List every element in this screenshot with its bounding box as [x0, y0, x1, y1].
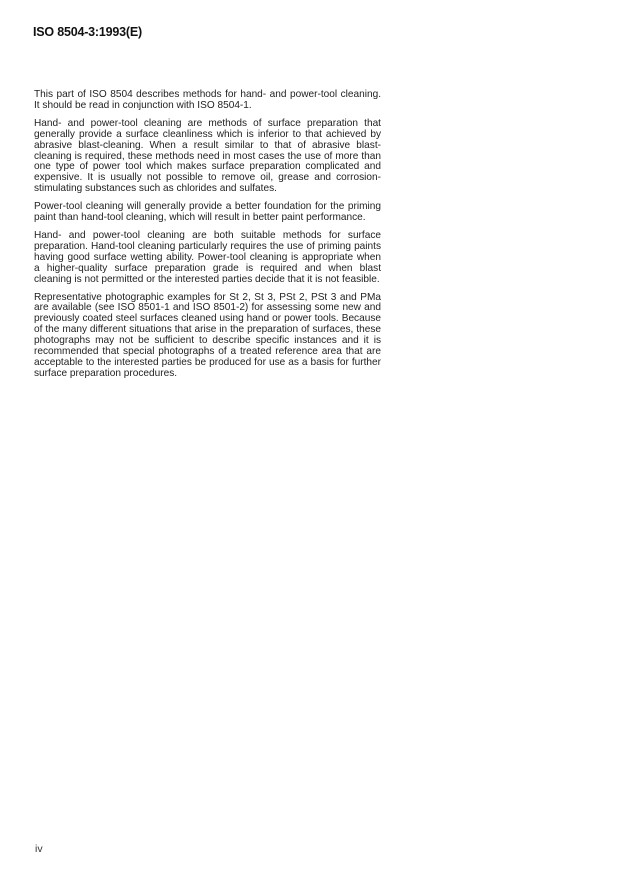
- paragraph-photographic-examples: Representative photographic examples for St 2, St 3, PSt 2, PSt 3 and PMa are available (see ISO 8501-1 and ISO 8501-2) for assessing some new and previously coated steel surfaces cleaned using hand or power tools. Because of the many different situations that arise in the preparation of surfaces, these photographs may not be sufficient to describe specific instances and it is recommended that special photographs of a treated reference area that are acceptable to the interested parties be produced for use as a basis for further surface preparation procedures.: [34, 291, 381, 379]
- paragraph-power-tool-foundation: Power-tool cleaning will generally provide a better foundation for the priming paint than hand-tool cleaning, which will result in better paint performance.: [34, 201, 381, 224]
- document-body: [34, 90, 381, 387]
- paragraph-suitability: Hand- and power-tool cleaning are both suitable methods for surface preparation. Hand-tool cleaning particularly requires the use of priming paints having good surface wetting ability. Power-tool cleaning is appropriate when a higher-quality surface preparation grade is required and when blast cleaning is not permitted or the interested parties decide that it is not feasible.: [34, 229, 381, 285]
- document-header: ISO 8504-3:1993(E): [33, 25, 142, 39]
- paragraph-scope: This part of ISO 8504 describes methods for hand- and power-tool cleaning. It should be read in conjunction with ISO 8504-1.: [34, 89, 381, 111]
- page-number: iv: [35, 843, 43, 855]
- paragraph-methods-overview: Hand- and power-tool cleaning are methods of surface preparation that generally provide a surface cleanliness which is inferior to that achieved by abrasive blast-cleaning. When a result similar to that of abrasive blast-cleaning is required, these methods need in most cases the use of more than one type of power tool which makes surface preparation complicated and expensive. It is usually not possible to remove oil, grease and corrosion-stimulating substances such as chlorides and sulfates.: [34, 117, 381, 195]
